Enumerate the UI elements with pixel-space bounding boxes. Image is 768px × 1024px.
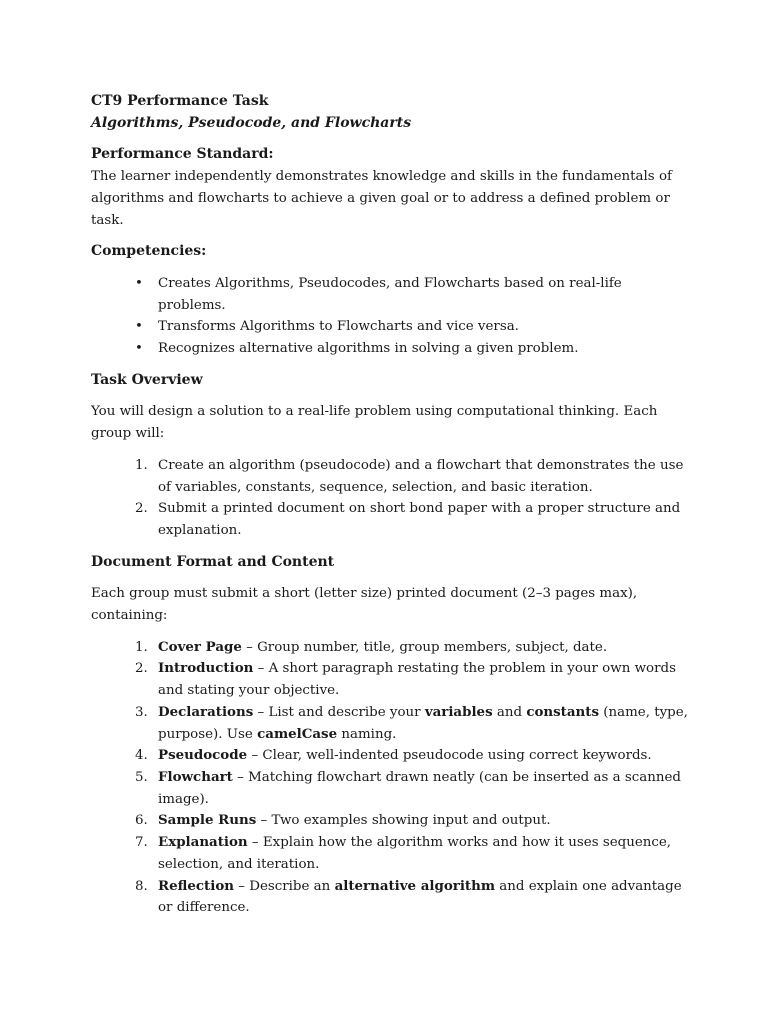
list-item: • Transforms Algorithms to Flowcharts and vice versa. — [91, 316, 691, 338]
list-item: 1. Create an algorithm (pseudocode) and a flowchart that demonstrates the use of variables, constants, sequence, selection, and basic iteration. — [135, 457, 684, 495]
document-format-heading: Document Format and Content — [91, 553, 335, 570]
list-item: 4. Pseudocode – Clear, well-indented pseudocode using correct keywords. — [135, 747, 652, 764]
document-subtitle: Algorithms, Pseudocode, and Flowcharts — [91, 114, 412, 131]
document-page — [91, 91, 691, 919]
task-overview-intro: You will design a solution to a real-life problem using computational thinking. Each group will: — [91, 404, 658, 442]
list-item: 2. Submit a printed document on short bond paper with a proper structure and explanation. — [135, 501, 681, 538]
task-overview-heading: Task Overview — [91, 371, 203, 388]
list-item: • Recognizes alternative algorithms in solving a given problem. — [91, 338, 691, 360]
performance-standard-text: The learner independently demonstrates knowledge and skills in the fundamentals of algorithms and flowcharts to achieve a given goal or to address a defined problem or task. — [91, 169, 672, 228]
list-item: 3. Declarations – List and describe your variables and constants (name, type, purpose). Use camelCase naming. — [135, 703, 688, 742]
list-item: 8. Reflection – Describe an alternative algorithm and explain one advantage or difference. — [135, 877, 682, 916]
competencies-list — [91, 273, 691, 360]
document-format-intro: Each group must submit a short (letter size) printed document (2–3 pages max), containing: — [91, 586, 638, 624]
performance-standard-heading: Performance Standard: — [91, 146, 274, 163]
list-item: • Creates Algorithms, Pseudocodes, and Flowcharts based on real-life problems. — [91, 273, 691, 316]
task-overview-list — [91, 455, 691, 542]
list-item: 7. Explanation – Explain how the algorithm works and how it uses sequence, selection, and iteration. — [135, 834, 672, 872]
list-item: 6. Sample Runs – Two examples showing input and output. — [135, 812, 551, 829]
competencies-heading: Competencies: — [91, 243, 207, 260]
list-item: 5. Flowchart – Matching flowchart drawn neatly (can be inserted as a scanned image). — [135, 768, 681, 807]
document-format-list — [91, 637, 691, 919]
list-item: 2. Introduction – A short paragraph restating the problem in your own words and stating your objective. — [135, 660, 676, 699]
document-title: CT9 Performance Task — [91, 93, 269, 109]
list-item: 1. Cover Page – Group number, title, group members, subject, date. — [135, 638, 608, 655]
